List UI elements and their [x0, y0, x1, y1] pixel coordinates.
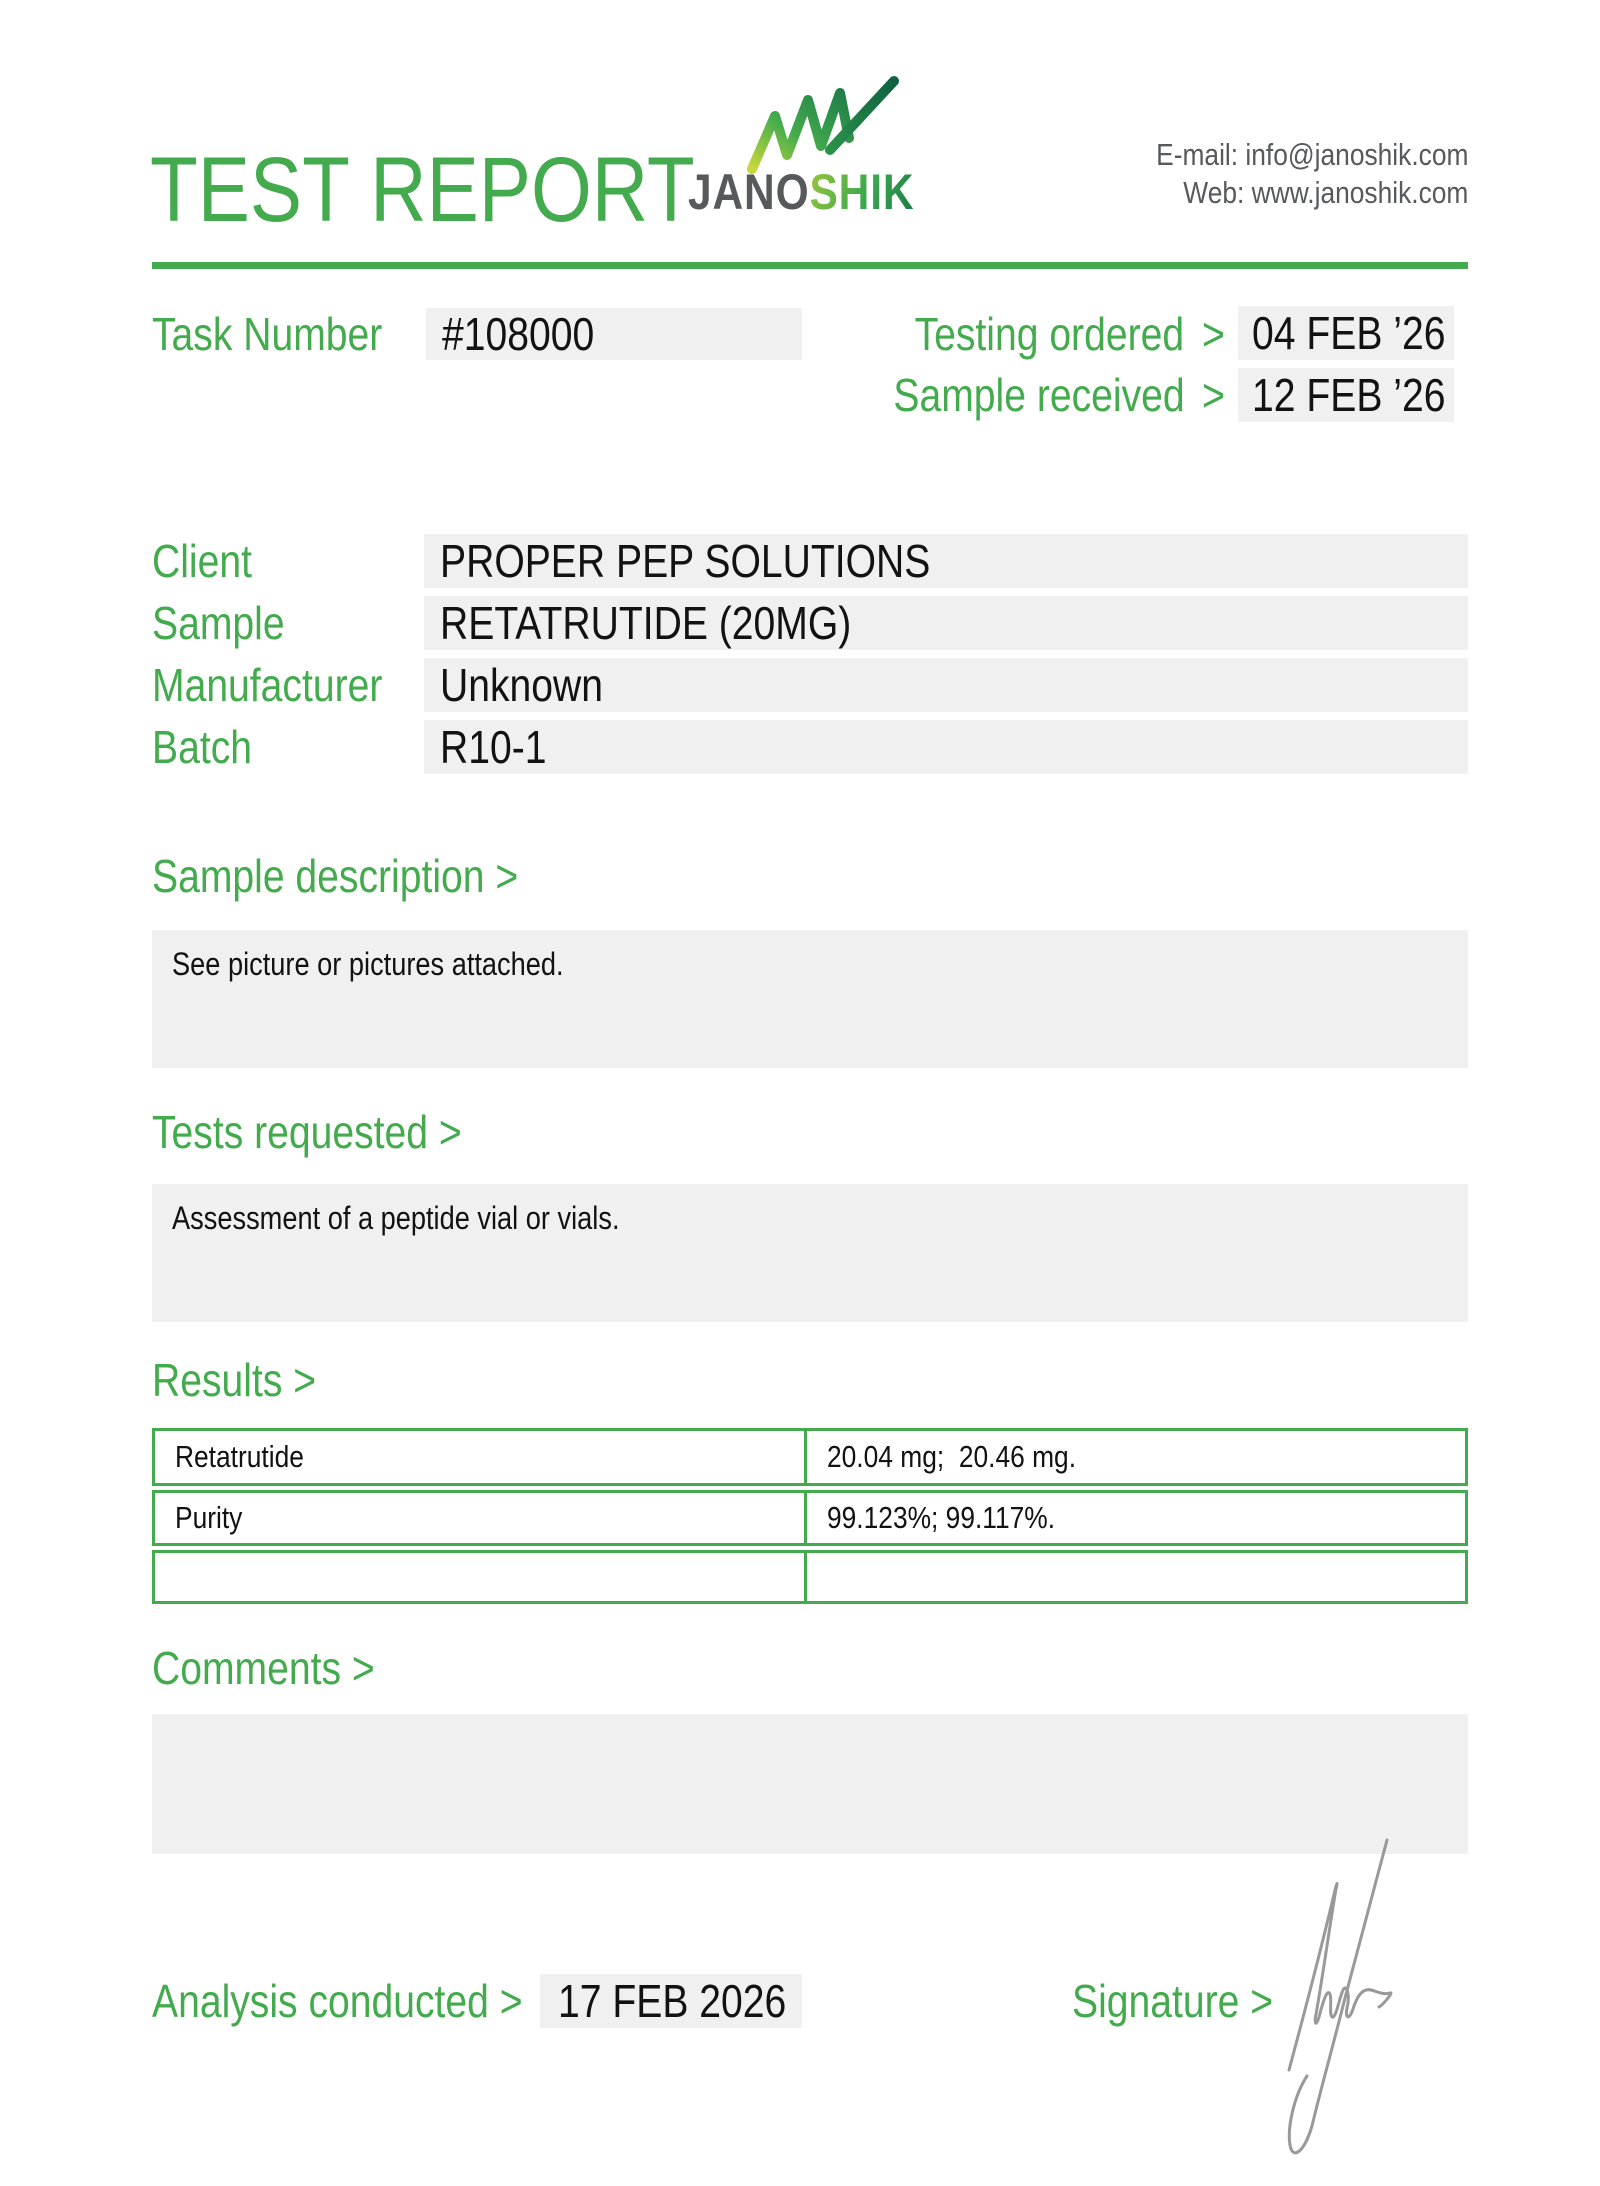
logo-text-green: SHIK: [809, 164, 915, 220]
comments-heading: [152, 1644, 414, 1692]
client-label: [152, 534, 270, 588]
analysis-conducted-label-text: Analysis conducted >: [152, 1975, 523, 2027]
client-value-box: [424, 534, 1468, 588]
table-row: [152, 1490, 1468, 1546]
manufacturer-value-box: [424, 658, 1468, 712]
manufacturer-label-text: Manufacturer: [152, 659, 383, 711]
contact-web-text: Web: www.janoshik.com: [1182, 175, 1468, 210]
comments-box: [152, 1714, 1468, 1854]
manufacturer-value: Unknown: [440, 659, 604, 711]
testing-ordered-value-box: [1238, 306, 1454, 360]
analysis-date-box: [540, 1974, 802, 2028]
sample-received-value: 12 FEB ’26: [1252, 369, 1446, 421]
result-name-cell: [155, 1553, 807, 1601]
sample-value-box: [424, 596, 1468, 650]
janoshik-logo-wordmark: [688, 164, 954, 220]
table-row: [152, 1550, 1468, 1604]
task-number-label: [152, 308, 423, 360]
sample-received-label-text: Sample received: [892, 369, 1185, 421]
batch-value-box: [424, 720, 1468, 774]
sample-received-value-box: [1238, 368, 1454, 422]
testing-ordered-value: 04 FEB ’26: [1252, 307, 1446, 359]
tests-requested-body: Assessment of a peptide vial or vials.: [172, 1200, 620, 1236]
task-number-value-box: [426, 308, 802, 360]
signature-label: [1072, 1974, 1309, 2028]
testing-ordered-arrow: >: [1202, 308, 1225, 360]
client-value: PROPER PEP SOLUTIONS: [440, 535, 931, 587]
task-number-value: #108000: [442, 308, 595, 360]
batch-label-text: Batch: [152, 721, 252, 773]
analysis-conducted-label: [152, 1974, 588, 2028]
batch-value: R10-1: [440, 721, 547, 773]
result-name: Purity: [175, 1500, 243, 1535]
sample-label-text: Sample: [152, 597, 285, 649]
tests-requested-heading-text: Tests requested >: [152, 1106, 462, 1158]
logo-wordmark-inner: [688, 164, 915, 220]
result-value-cell: [807, 1553, 1465, 1601]
results-heading-text: Results >: [152, 1354, 317, 1406]
client-label-text: Client: [152, 535, 252, 587]
tests-requested-box: [152, 1184, 1468, 1322]
logo-text-gray: JANO: [688, 164, 810, 220]
sample-description-heading-text: Sample description >: [152, 850, 519, 902]
task-number-label-text: Task Number: [152, 308, 383, 360]
result-value: 20.04 mg; 20.46 mg.: [827, 1439, 1077, 1474]
result-name: Retatrutide: [175, 1439, 304, 1474]
sample-value: RETATRUTIDE (20MG): [440, 597, 852, 649]
batch-label: [152, 720, 270, 774]
signature-image: [1283, 1838, 1433, 2170]
page-title-text: TEST REPORT: [150, 139, 695, 241]
testing-ordered-label-text: Testing ordered: [914, 308, 1185, 360]
results-table: [152, 1428, 1468, 1608]
result-value-cell: [807, 1431, 1465, 1483]
result-value-cell: [807, 1493, 1465, 1543]
header-divider: [152, 262, 1468, 269]
sample-received-label: [880, 368, 1225, 422]
contact-block: [1101, 136, 1468, 212]
analysis-date-value: 17 FEB 2026: [558, 1975, 787, 2027]
result-value: 99.123%; 99.117%.: [827, 1500, 1056, 1535]
manufacturer-label: [152, 658, 423, 712]
contact-email-text: E-mail: info@janoshik.com: [1155, 137, 1468, 172]
signature-label-text: Signature >: [1072, 1975, 1274, 2027]
result-name-cell: [155, 1431, 807, 1483]
results-heading: [152, 1356, 345, 1404]
contact-email-line: [1101, 136, 1468, 174]
tests-requested-heading: [152, 1108, 516, 1156]
testing-ordered-label: [880, 308, 1225, 360]
sample-description-body: See picture or pictures attached.: [172, 946, 564, 982]
sample-received-arrow: >: [1202, 369, 1225, 421]
sample-description-heading: [152, 852, 583, 900]
sample-description-box: [152, 930, 1468, 1068]
contact-web-line: [1101, 174, 1468, 212]
janoshik-logo-icon: [742, 74, 907, 178]
table-row: [152, 1428, 1468, 1486]
result-name-cell: [155, 1493, 807, 1543]
sample-label: [152, 596, 308, 650]
comments-heading-text: Comments >: [152, 1642, 375, 1694]
